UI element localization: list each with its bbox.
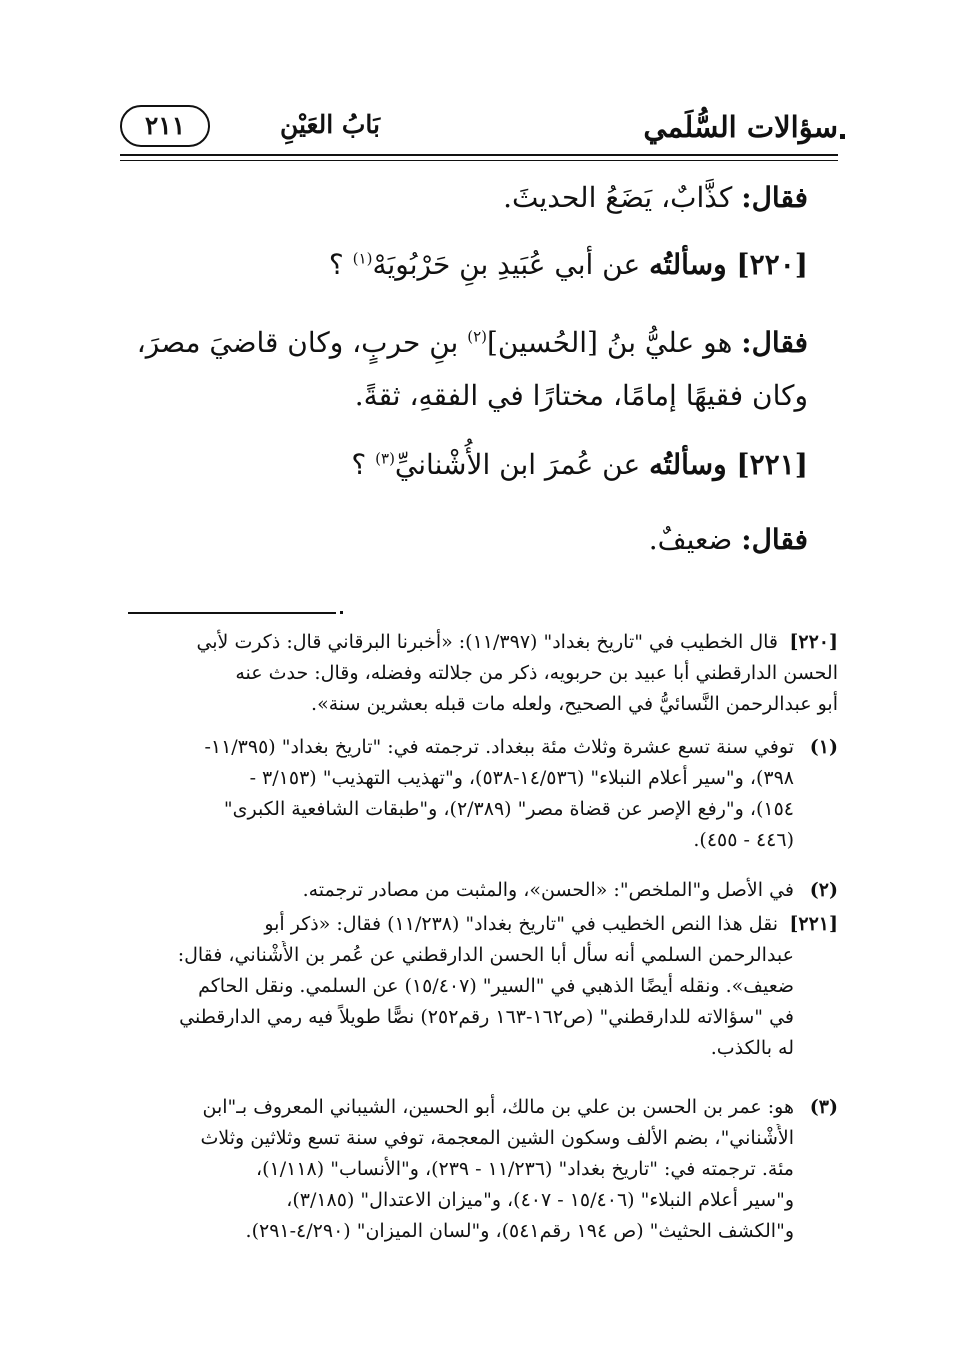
footnote-ref: (٣)	[375, 449, 395, 468]
footnote-221	[128, 910, 838, 1070]
footnote-line: و"سير أعلام النبلاء" (١٥/٤٠٦ - ٤٠٧)، و"ميزان الاعتدال" (٣/١٨٥)،	[286, 1189, 794, 1211]
footnote-ref: (١)	[352, 249, 373, 268]
footnote-number: (١)	[809, 736, 838, 758]
footnote-number: (٢)	[809, 879, 838, 901]
footnote-1	[128, 733, 838, 863]
main-line	[130, 245, 808, 285]
line-tail: ؟	[328, 248, 353, 281]
line-tail: بنِ حربٍ، وكان قاضيَ مصرَ،	[136, 326, 468, 359]
footnote-number: [٢٢١]	[789, 913, 838, 935]
line-text: عن أبي عُبَيدِ بنِ حَرْبُويَهْ	[372, 248, 650, 281]
main-line	[130, 376, 808, 416]
main-line	[130, 445, 808, 485]
header-rule-thin	[120, 160, 838, 161]
line-text: وكان فقيهًا إمامًا، مختارًا في الفقهِ، ثقةً.	[354, 379, 808, 412]
line-tail: ؟	[351, 448, 376, 481]
question-label: وسألتُه	[649, 248, 737, 281]
entry-number: [٢٢١]	[736, 448, 808, 481]
line-text: كذَّابٌ، يَضَعُ الحديثَ.	[503, 181, 742, 214]
line-text: عن عُمرَ ابن الأُشْنانيِّ	[394, 448, 650, 481]
footnote-separator-dot	[340, 611, 343, 614]
speaker-label: فقال:	[741, 326, 808, 359]
footnote-line: توفي سنة تسع عشرة وثلاث مئة ببغداد. ترجمته في: "تاريخ بغداد" (١١/٣٩٥-	[204, 736, 794, 758]
footnote-220	[128, 628, 838, 718]
footnote-number: (٣)	[809, 1096, 838, 1118]
line-text: ضعيفٌ.	[648, 523, 742, 556]
footnote-line: (٤٤٦ - ٤٥٥).	[693, 829, 794, 851]
footnote-line: مئة. ترجمته في: "تاريخ بغداد" (١١/٢٣٦ - ٢٣٩)، و"الأنساب" (١/١١٨)،	[255, 1158, 794, 1180]
speaker-label: فقال:	[741, 181, 808, 214]
footnote-line: ١٥٤)، و"رفع الإصر عن قضاة مصر" (٢/٣٨٩)، و"طبقات الشافعية الكبرى"	[223, 798, 794, 820]
footnote-line: و"الكشف الحثيث" (ص ١٩٤ رقم٥٤١)، و"لسان الميزان" (٤/٢٩٠-٢٩١).	[245, 1220, 794, 1242]
footnote-number: [٢٢٠]	[789, 631, 838, 653]
header-ornament-dot	[840, 134, 845, 139]
entry-number: [٢٢٠]	[736, 248, 808, 281]
footnote-line: الأُشْناني"، بضم الألف وسكون الشين المعجمة، توفي سنة تسع وثلاثين وثلاث	[200, 1127, 794, 1149]
footnote-line: عبدالرحمن السلمي أنه سأل أبا الحسن الدارقطني عن عُمر بن الأُشْناني، فقال:	[177, 944, 794, 966]
book-title: سؤالات السُّلَمي	[643, 110, 838, 144]
question-label: وسألتُه	[649, 448, 737, 481]
footnote-line: نقل هذا النص الخطيب في "تاريخ بغداد" (١١/٢٣٨) فقال: «ذكر أبو	[264, 913, 778, 935]
page-number: ٢١١	[120, 105, 210, 147]
speaker-label: فقال:	[741, 523, 808, 556]
line-text: هو عليُّ بنُ [الحُسين]	[487, 326, 742, 359]
footnote-ref: (٢)	[467, 327, 487, 346]
footnote-3	[128, 1093, 838, 1253]
footnote-line: هو: عمر بن الحسن بن علي بن مالك، أبو الحسين، الشيباني المعروف بـ"ابن	[202, 1096, 794, 1118]
footnote-line: في "سؤالاته للدارقطني" (ص١٦٢-١٦٣ رقم٢٥٢) نصًّا طويلاً فيه رمي الدارقطني	[179, 1006, 794, 1028]
footnote-line: في الأصل و"الملخص": «الحسن»، والمثبت من مصادر ترجمته.	[302, 879, 794, 901]
footnote-line: له بالكذب.	[710, 1037, 794, 1059]
chapter-title: بَابُ العَيْنِ	[279, 110, 380, 139]
header-rule	[120, 154, 838, 156]
main-line	[130, 323, 808, 363]
running-header	[120, 108, 838, 158]
footnote-line: قال الخطيب في "تاريخ بغداد" (١١/٣٩٧): «أخبرنا البرقاني قال: ذكرت لأبي	[196, 631, 778, 653]
footnote-line: الحسن الدارقطني أبا عبيد بن حربويه، ذكر من جلالته وفضله، وقال: حدث عنه	[235, 662, 838, 684]
footnote-2	[128, 876, 838, 906]
footnote-line: ٣٩٨)، و"سير أعلام النبلاء" (١٤/٥٣٦-٥٣٨)، و"تهذيب التهذيب" (٣/١٥٣ -	[249, 767, 794, 789]
footnote-line: أبو عبدالرحمن النَّسائيُّ في الصحيح، ولعله مات قبله بعشرين سنة».	[311, 693, 838, 715]
main-line	[130, 520, 808, 560]
footnote-line: ضعيف». ونقله أيضًا الذهبي في "السير" (١٥/٤٠٧) عن السلمي. ونقل الحاكم	[198, 975, 794, 997]
footnote-separator	[128, 612, 336, 614]
main-line	[130, 178, 808, 218]
